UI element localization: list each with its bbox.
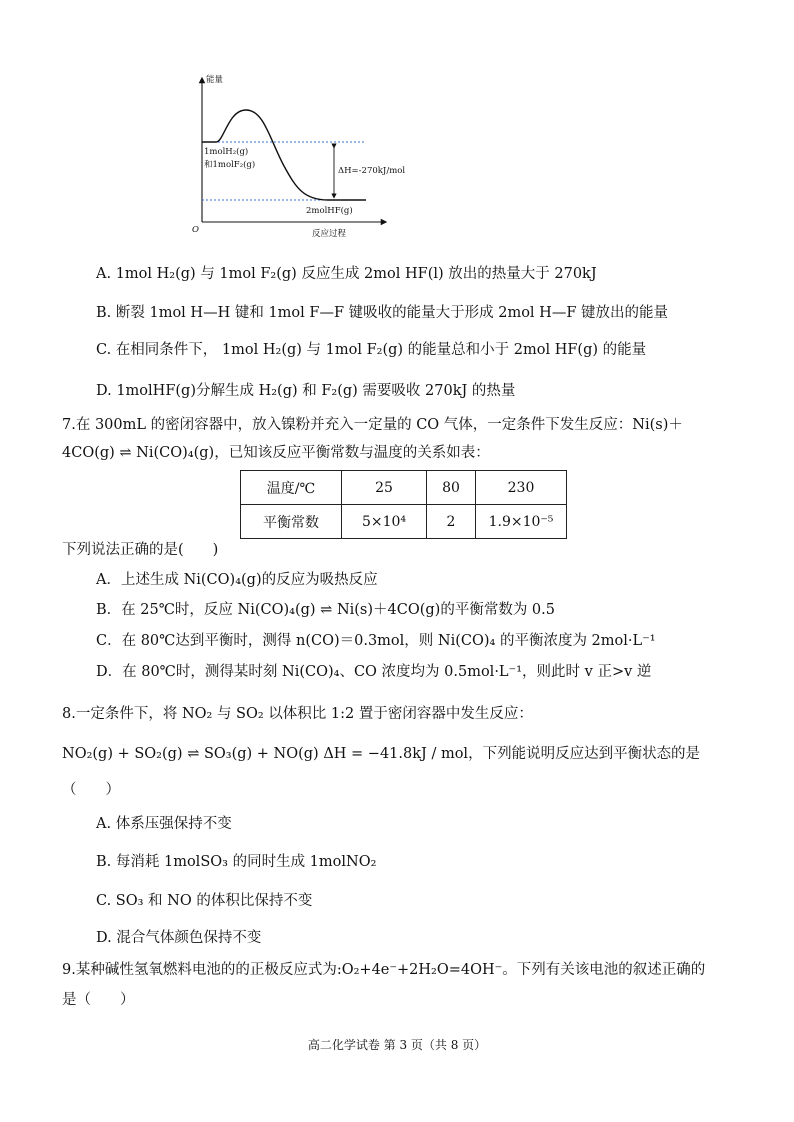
product-label: 2molHF(g) bbox=[306, 206, 353, 216]
q8-option-b: B. 每消耗 1molSO₃ 的同时生成 1molNO₂ bbox=[96, 854, 377, 870]
q7-option-c: C．在 80℃达到平衡时，测得 n(CO)＝0.3mol，则 Ni(CO)₄ 的平衡浓度为 2mol·L⁻¹ bbox=[96, 633, 656, 649]
q8-option-c: C. SO₃ 和 NO 的体积比保持不变 bbox=[96, 893, 313, 909]
q8-answer-paren: （ ） bbox=[62, 782, 120, 798]
q8-equation: NO₂(g) + SO₂(g) ⇌ SO₃(g) + NO(g) ΔH = −41.8kJ / mol，下列能说明反应达到平衡状态的是 bbox=[62, 746, 701, 762]
q8-stem: 8.一定条件下，将 NO₂ 与 SO₂ 以体积比 1:2 置于密闭容器中发生反应： bbox=[62, 706, 533, 722]
q7-stem-line1: 7.在 300mL 的密闭容器中，放入镍粉并充入一定量的 CO 气体，一定条件下发生反应：Ni(s)＋ bbox=[62, 417, 683, 433]
table-cell: 温度/℃ bbox=[241, 471, 342, 505]
reactant-label-2: 和1molF₂(g) bbox=[204, 160, 256, 170]
page-footer: 高二化学试卷 第 3 页（共 8 页） bbox=[307, 1038, 487, 1052]
y-axis-label: 能量 bbox=[206, 75, 224, 85]
table-cell: 80 bbox=[427, 471, 476, 505]
q7-option-b: B．在 25℃时，反应 Ni(CO)₄(g) ⇌ Ni(s)＋4CO(g)的平衡常数为 0.5 bbox=[96, 602, 555, 618]
table-cell: 25 bbox=[342, 471, 427, 505]
q9-stem-line1: 9.某种碱性氢氧燃料电池的的正极反应式为:O₂+4e⁻+2H₂O=4OH⁻。下列有关该电池的叙述正确的 bbox=[62, 962, 706, 978]
q7-prompt: 下列说法正确的是( ) bbox=[62, 542, 219, 558]
q7-option-a: A．上述生成 Ni(CO)₄(g)的反应为吸热反应 bbox=[96, 572, 378, 588]
q6-option-a: A. 1mol H₂(g) 与 1mol F₂(g) 反应生成 2mol HF(l) 放出的热量大于 270kJ bbox=[96, 266, 597, 282]
table-row bbox=[241, 505, 567, 539]
reactant-label-1: 1molH₂(g) bbox=[204, 147, 249, 157]
origin-label: O bbox=[192, 225, 199, 235]
q7-stem-line2: 4CO(g) ⇌ Ni(CO)₄(g)，已知该反应平衡常数与温度的关系如表： bbox=[62, 445, 490, 461]
table-cell: 5×10⁴ bbox=[342, 505, 427, 539]
q8-option-d: D. 混合气体颜色保持不变 bbox=[96, 930, 262, 946]
q7-option-d: D．在 80℃时，测得某时刻 Ni(CO)₄、CO 浓度均为 0.5mol·L⁻¹，则此时 v 正>v 逆 bbox=[96, 664, 652, 680]
table-cell: 1.9×10⁻⁵ bbox=[476, 505, 567, 539]
x-axis-label: 反应过程 bbox=[312, 229, 347, 239]
table-row bbox=[241, 471, 567, 505]
q6-option-c: C. 在相同条件下， 1mol H₂(g) 与 1mol F₂(g) 的能量总和小于 2mol HF(g) 的能量 bbox=[96, 342, 647, 358]
table-cell: 230 bbox=[476, 471, 567, 505]
energy-diagram-svg bbox=[188, 70, 406, 240]
q6-option-d: D. 1molHF(g)分解生成 H₂(g) 和 F₂(g) 需要吸收 270kJ 的热量 bbox=[96, 383, 516, 399]
delta-h-label: ΔH=-270kJ/mol bbox=[338, 166, 406, 176]
table-cell: 平衡常数 bbox=[241, 505, 342, 539]
energy-diagram bbox=[188, 70, 406, 240]
q6-option-b: B. 断裂 1mol H—H 键和 1mol F—F 键吸收的能量大于形成 2mol H—F 键放出的能量 bbox=[96, 305, 668, 321]
equilibrium-table bbox=[240, 470, 567, 539]
q8-option-a: A. 体系压强保持不变 bbox=[96, 816, 232, 832]
table-cell: 2 bbox=[427, 505, 476, 539]
q9-stem-line2: 是（ ） bbox=[62, 992, 135, 1008]
